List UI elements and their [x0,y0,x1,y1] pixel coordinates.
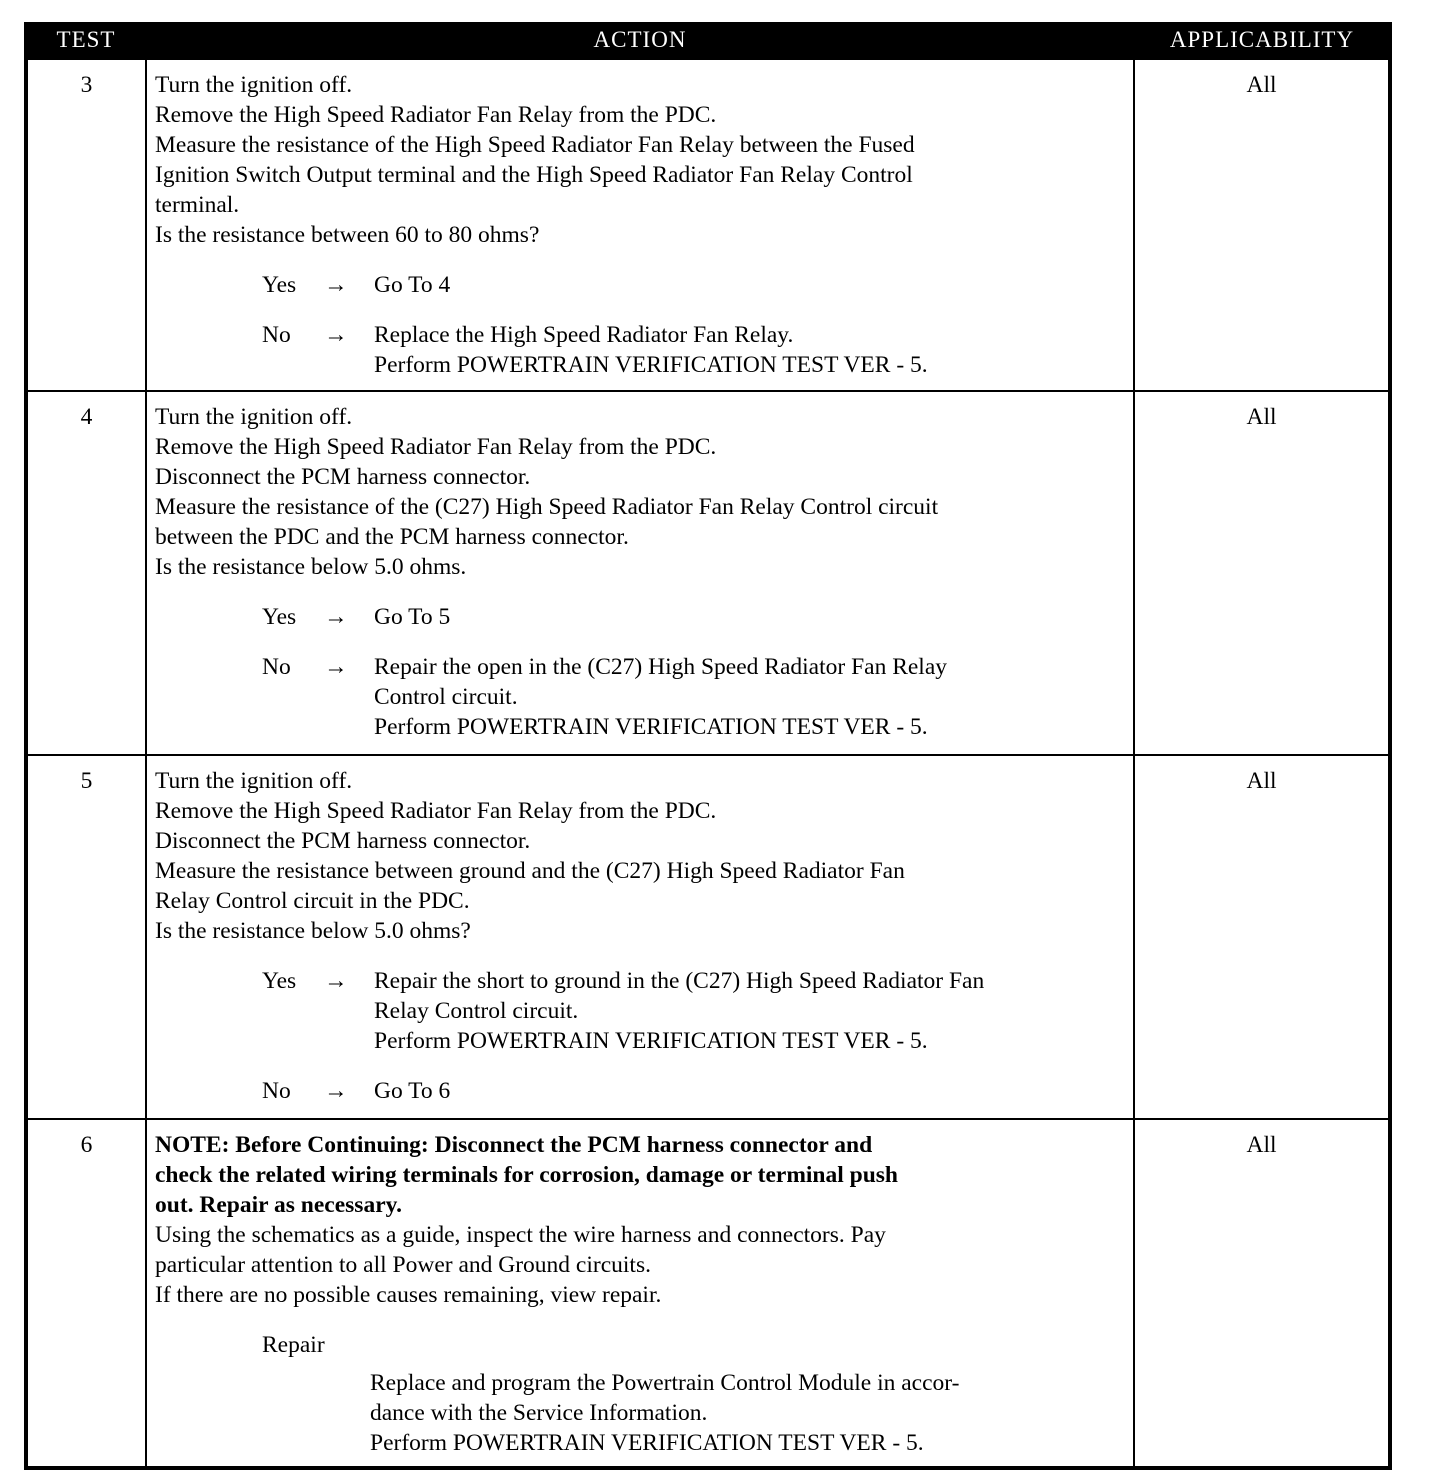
result-line: Control circuit. [374,684,518,710]
applicability-value: All [1134,59,1390,391]
note-line: NOTE: Before Continuing: Disconnect the PCM harness connector and [155,1132,873,1158]
action-line: Remove the High Speed Radiator Fan Relay from the PDC. [155,434,717,460]
result-line: Relay Control circuit. [374,998,579,1024]
action-line: Turn the ignition off. [155,768,353,794]
action-line: particular attention to all Power and Ground circuits. [155,1252,651,1278]
arrow-right-icon: → [324,322,348,348]
header-test: TEST [26,22,146,59]
applicability-value: All [1134,391,1390,755]
result-line: Repair the short to ground in the (C27) High Speed Radiator Fan [374,968,985,994]
arrow-right-icon: → [324,1078,348,1104]
action-line: Is the resistance between 60 to 80 ohms? [155,222,540,248]
result-line: Replace the High Speed Radiator Fan Relay. [374,322,794,348]
no-branch [155,1076,1125,1106]
no-label: No [262,1078,291,1104]
action-line: Measure the resistance between ground and the (C27) High Speed Radiator Fan [155,858,905,884]
test-number: 5 [26,755,146,1119]
diagnostic-test-table [24,22,1392,1470]
header-action: ACTION [146,22,1134,59]
action-cell [146,59,1134,391]
repair-label: Repair [262,1332,325,1358]
no-result [374,1076,1125,1106]
yes-label: Yes [262,968,297,994]
repair-line: Replace and program the Powertrain Control Module in accor- [370,1370,960,1396]
result-line: Perform POWERTRAIN VERIFICATION TEST VER - 5. [374,352,928,378]
table-row-test-5 [26,755,1390,1119]
action-cell [146,1119,1134,1468]
table-row-test-6 [26,1119,1390,1468]
action-line: Disconnect the PCM harness connector. [155,464,531,490]
action-line: Is the resistance below 5.0 ohms? [155,918,471,944]
no-result [374,652,1125,742]
action-line: between the PDC and the PCM harness connector. [155,524,629,550]
result-line: Go To 5 [374,604,451,630]
header-applicability: APPLICABILITY [1134,22,1390,59]
test-number: 6 [26,1119,146,1468]
action-line: Measure the resistance of the High Speed Radiator Fan Relay between the Fused [155,132,915,158]
action-line: terminal. [155,192,240,218]
action-line: Remove the High Speed Radiator Fan Relay from the PDC. [155,102,717,128]
no-label: No [262,654,291,680]
test-number: 4 [26,391,146,755]
action-line: Ignition Switch Output terminal and the High Speed Radiator Fan Relay Control [155,162,913,188]
arrow-right-icon: → [324,272,348,298]
arrow-right-icon: → [324,604,348,630]
yes-branch [155,270,1125,300]
table-row-test-3 [26,59,1390,391]
no-label: No [262,322,291,348]
action-line: Disconnect the PCM harness connector. [155,828,531,854]
applicability-value: All [1134,755,1390,1119]
yes-result [374,602,1125,632]
action-cell [146,755,1134,1119]
action-line: Measure the resistance of the (C27) High Speed Radiator Fan Relay Control circuit [155,494,939,520]
repair-line: Perform POWERTRAIN VERIFICATION TEST VER - 5. [370,1430,924,1456]
diagnostic-table-sheet [24,22,1388,1470]
action-line: Is the resistance below 5.0 ohms. [155,554,467,580]
yes-label: Yes [262,604,297,630]
test-number: 3 [26,59,146,391]
action-line: Remove the High Speed Radiator Fan Relay from the PDC. [155,798,717,824]
result-line: Perform POWERTRAIN VERIFICATION TEST VER - 5. [374,714,928,740]
note-line: out. Repair as necessary. [155,1192,402,1218]
action-line: If there are no possible causes remaining, view repair. [155,1282,662,1308]
yes-branch [155,602,1125,632]
applicability-value: All [1134,1119,1390,1468]
repair-line: dance with the Service Information. [370,1400,708,1426]
action-line: Relay Control circuit in the PDC. [155,888,470,914]
arrow-right-icon: → [324,968,348,994]
no-branch [155,652,1125,742]
no-branch [155,320,1125,380]
yes-result [374,270,1125,300]
action-line: Using the schematics as a guide, inspect the wire harness and connectors. Pay [155,1222,886,1248]
yes-label: Yes [262,272,297,298]
no-result [374,320,1125,380]
yes-branch [155,966,1125,1056]
table-header-row [26,22,1390,59]
action-line: Turn the ignition off. [155,404,353,430]
action-line: Turn the ignition off. [155,72,353,98]
note-line: check the related wiring terminals for corrosion, damage or terminal push [155,1162,899,1188]
arrow-right-icon: → [324,654,348,680]
yes-result [374,966,1125,1056]
result-line: Go To 4 [374,272,451,298]
action-cell [146,391,1134,755]
result-line: Repair the open in the (C27) High Speed Radiator Fan Relay [374,654,948,680]
result-line: Go To 6 [374,1078,451,1104]
repair-instructions [370,1368,1125,1458]
result-line: Perform POWERTRAIN VERIFICATION TEST VER - 5. [374,1028,928,1054]
table-row-test-4 [26,391,1390,755]
